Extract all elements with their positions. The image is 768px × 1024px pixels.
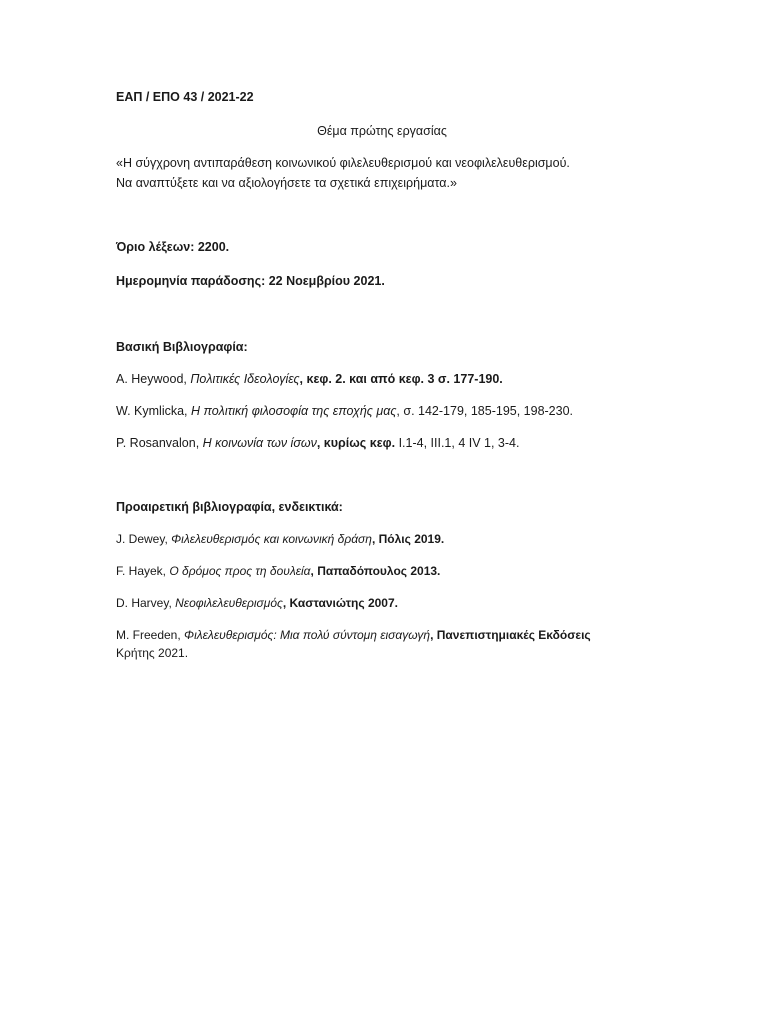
bib-author: F. Hayek, — [116, 564, 170, 578]
bib-title: Πολιτικές Ιδεολογίες — [190, 372, 300, 386]
bib-author: D. Harvey, — [116, 596, 176, 610]
optional-bib-item-1 — [116, 530, 444, 548]
optional-bibliography-heading: Προαιρετική βιβλιογραφία, ενδεικτικά: — [116, 500, 343, 514]
topic-line-1: «Η σύγχρονη αντιπαράθεση κοινωνικού φιλελευθερισμού και νεοφιλελευθερισμού. — [116, 156, 570, 170]
basic-bib-item-3 — [116, 434, 519, 452]
bib-details: , κεφ. 2. και από κεφ. 3 σ. 177-190. — [299, 372, 503, 386]
bib-title: Φιλελευθερισμός: Μια πολύ σύντομη εισαγωγή — [184, 628, 431, 642]
bib-details: Ι.1-4, ΙΙΙ.1, 4 IV 1, 3-4. — [395, 436, 520, 450]
basic-bib-item-2 — [116, 402, 573, 420]
bib-author: W. Kymlicka, — [116, 404, 192, 418]
bib-title: Φιλελευθερισμός και κοινωνική δράση — [171, 532, 372, 546]
optional-bib-item-4-cont: Κρήτης 2021. — [116, 646, 189, 660]
course-code: ΕΑΠ / ΕΠΟ 43 / 2021-22 — [116, 90, 254, 104]
deadline: Ημερομηνία παράδοσης: 22 Νοεμβρίου 2021. — [116, 274, 385, 288]
bib-author: J. Dewey, — [116, 532, 172, 546]
optional-bib-item-2 — [116, 562, 440, 580]
basic-bib-item-1 — [116, 370, 503, 388]
bib-author: A. Heywood, — [116, 372, 191, 386]
assignment-title: Θέμα πρώτης εργασίας — [317, 124, 447, 138]
optional-bib-item-4 — [116, 626, 591, 644]
basic-bibliography-heading: Βασική Βιβλιογραφία: — [116, 340, 248, 354]
bib-publisher: , Παπαδόπουλος 2013. — [310, 564, 441, 578]
bib-author: M. Freeden, — [116, 628, 185, 642]
bib-publisher: , Καστανιώτης 2007. — [282, 596, 398, 610]
bib-details-bold: , κυρίως κεφ. — [316, 436, 396, 450]
optional-bib-item-3 — [116, 594, 398, 612]
word-limit: Όριο λέξεων: 2200. — [116, 240, 230, 254]
bib-title: Η κοινωνία των ίσων — [202, 436, 317, 450]
bib-title: Ο δρόμος προς τη δουλεία — [169, 564, 311, 578]
bib-author: P. Rosanvalon, — [116, 436, 203, 450]
topic-line-2: Να αναπτύξετε και να αξιολογήσετε τα σχετικά επιχειρήματα.» — [116, 176, 457, 190]
bib-publisher: , Πόλις 2019. — [371, 532, 445, 546]
bib-title: Νεοφιλελευθερισμός — [175, 596, 283, 610]
bib-details: , σ. 142-179, 185-195, 198-230. — [396, 404, 574, 418]
bib-title: Η πολιτική φιλοσοφία της εποχής μας — [191, 404, 397, 418]
bib-publisher: , Πανεπιστημιακές Εκδόσεις — [430, 628, 591, 642]
